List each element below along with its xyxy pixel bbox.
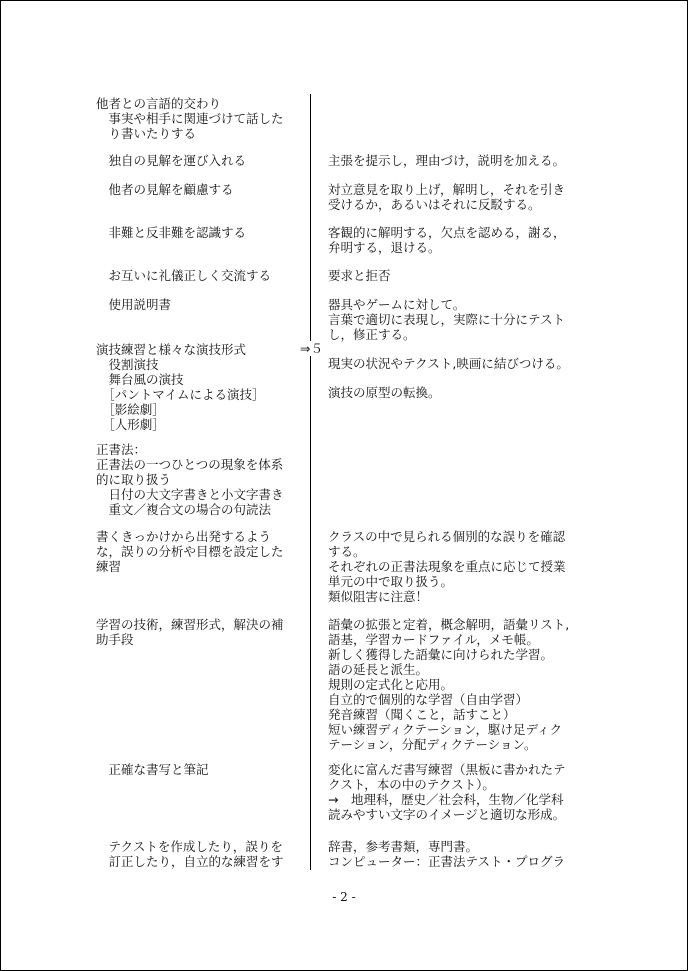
left-block [96, 225, 308, 240]
left-text-line: 非難と反非難を認識する [96, 225, 247, 240]
column-divider [310, 94, 311, 870]
right-text-line: 自立的で個別的な学習（自由学習） [328, 692, 529, 707]
left-text-line: 助手段 [96, 632, 134, 647]
right-block [328, 356, 598, 371]
left-block [96, 153, 308, 168]
left-text-line: り書いたりする [96, 126, 197, 141]
left-text-line: 役割演技 [96, 357, 159, 372]
right-text-line: 受けるか，あるいはそれに反駁する。 [328, 197, 541, 212]
right-block [328, 153, 598, 168]
left-text-line: 舞台風の演技 [96, 372, 184, 387]
right-text-line: クラスの中で見られる個別的な誤りを確認 [328, 529, 566, 544]
left-block [96, 762, 308, 777]
right-text-line: 器具やゲームに対して。 [328, 297, 466, 312]
left-text-line: ［人形劇］ [96, 417, 165, 432]
left-block [96, 182, 308, 197]
right-text-line: 変化に富んだ書写練習（黒板に書かれたテ [328, 762, 566, 777]
left-block [96, 297, 308, 312]
left-block [96, 342, 308, 432]
left-text-line: 他者の見解を顧慮する [96, 182, 234, 197]
right-text-line: 類似阻害に注意！ [328, 589, 429, 604]
left-text-line: ［影絵劇］ [96, 402, 165, 417]
right-text-line: 語彙の拡張と定着，概念解明，語彙リスト, [328, 617, 570, 632]
right-block [328, 297, 598, 342]
right-text-line: 読みやすい文字のイメージと適切な形成。 [328, 807, 566, 822]
right-block [328, 182, 598, 212]
left-text-line: 訂正したり，自立的な練習をす [96, 854, 284, 869]
cross-reference: ⇒５ [300, 341, 323, 356]
right-text-line: 言葉で適切に表現し，実際に十分にテスト [328, 312, 566, 327]
right-text-line: 演技の原型の転換。 [328, 385, 441, 400]
left-block [96, 839, 308, 869]
left-text-line: 的に取り扱う [96, 472, 172, 487]
right-block [328, 617, 598, 752]
left-block [96, 529, 308, 574]
left-text-line: 使用説明書 [96, 297, 172, 312]
right-text-line: 発音練習（聞くこと，話すこと） [328, 707, 516, 722]
right-text-line: する。 [328, 544, 366, 559]
left-text-line: 学習の技術，練習形式，解決の補 [96, 617, 284, 632]
left-text-line: 正書法の一つひとつの現象を体系 [96, 457, 284, 472]
right-text-line: し，修正する。 [328, 327, 416, 342]
right-text-line: 主張を提示し，理由づけ，説明を加える。 [328, 153, 566, 168]
right-text-line: → 地理科，歴史／社会科，生物／化学科 [328, 792, 564, 807]
right-text-line: 新しく獲得した語彙に向けられた学習。 [328, 647, 554, 662]
right-text-line: 要求と拒否 [328, 268, 391, 283]
left-text-line: 他者との言語的交わり [96, 96, 222, 111]
right-block [328, 762, 598, 822]
right-text-line: 対立意見を取り上げ，解明し，それを引き [328, 182, 566, 197]
right-text-line: 語の延長と派生。 [328, 662, 429, 677]
right-text-line: それぞれの正書法現象を重点に応じて授業 [328, 559, 566, 574]
right-text-line: 語基，学習カードファイル，メモ帳。 [328, 632, 539, 647]
right-block [328, 225, 598, 255]
right-text-line: 規則の定式化と応用。 [328, 677, 454, 692]
left-text-line: 事実や相手に関連づけて話した [96, 111, 284, 126]
right-block [328, 385, 598, 400]
left-text-line: お互いに礼儀正しく交流する [96, 268, 272, 283]
left-text-line: 日付の大文字書きと小文字書き [96, 487, 284, 502]
right-block [328, 268, 598, 283]
left-block [96, 96, 308, 141]
right-text-line: 現実の状況やテクスト,映画に結びつける。 [328, 356, 569, 371]
left-text-line: 正書法： [96, 442, 147, 457]
right-text-line: 単元の中で取り扱う。 [328, 574, 454, 589]
left-text-line: 練習 [96, 559, 122, 574]
left-text-line: テクストを作成したり，誤りを [96, 839, 283, 854]
right-text-line: 辞書，参考書類，専門書。 [328, 839, 479, 854]
right-text-line: 弁明する，退ける。 [328, 240, 441, 255]
right-text-line: 客観的に解明する，欠点を認める，謝る， [328, 225, 566, 240]
left-block [96, 268, 308, 283]
right-text-line: テーション，分配ディクテーション。 [328, 737, 537, 752]
left-text-line: 演技練習と様々な演技形式 [96, 342, 247, 357]
right-block [328, 529, 598, 604]
right-text-line: 短い練習ディクテーション，駆け足ディク [328, 722, 563, 737]
right-text-line: クスト，本の中のテクスト）。 [328, 777, 495, 792]
left-block [96, 442, 308, 517]
right-block [328, 839, 598, 869]
right-text-line: コンピューター：正書法テスト・プログラ [328, 854, 566, 869]
left-text-line: 正確な書写と筆記 [96, 762, 209, 777]
page-number: - 2 - [332, 890, 356, 904]
left-text-line: 書くきっかけから出発するよう [96, 529, 272, 544]
left-block [96, 617, 308, 647]
left-text-line: ［パントマイムによる演技］ [96, 387, 265, 402]
left-text-line: 重文／複合文の場合の句読法 [96, 502, 272, 517]
left-text-line: な，誤りの分析や目標を設定した [96, 544, 284, 559]
left-text-line: 独自の見解を運び入れる [96, 153, 247, 168]
